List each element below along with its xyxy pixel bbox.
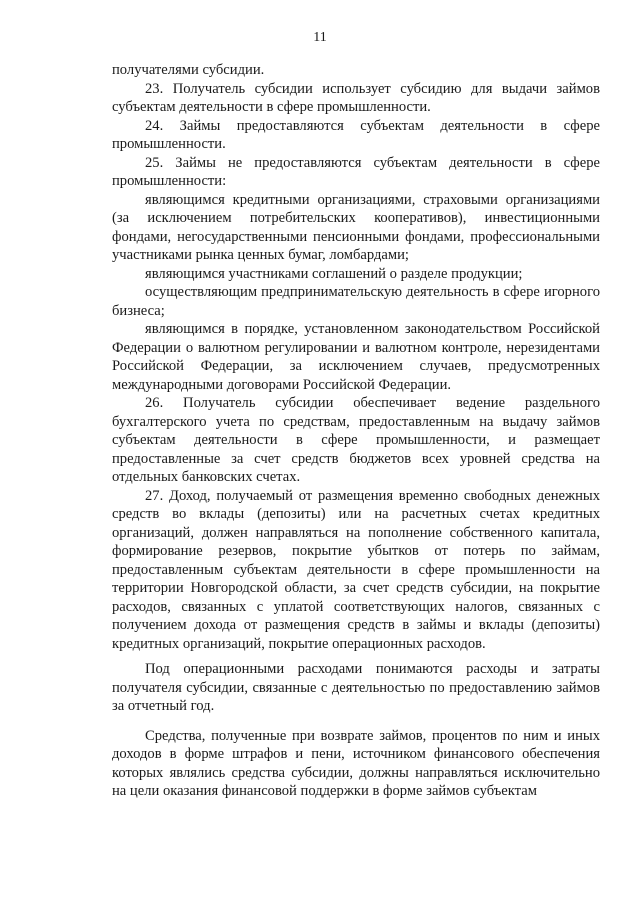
- paragraph-continuation: получателями субсидии.: [112, 62, 265, 78]
- document-body: [112, 61, 600, 801]
- paragraph-25-item-2: являющимся участниками соглашений о разделе продукции;: [145, 265, 523, 282]
- paragraph-23: 23. Получатель субсидии использует субсидию для выдачи займов субъектам деятельности в сфере промышленности.: [112, 80, 600, 115]
- paragraph-operational-expenses: Под операционными расходами понимаются расходы и затраты получателя субсидии, связанные с деятельностью по предоставлению займов за отчетный год.: [112, 661, 600, 714]
- paragraph-returned-funds: Средства, полученные при возврате займов, процентов по ним и иных доходов в форме штрафов и пени, источником финансового обеспечения которых являлись средства субсидии, должны направляться исключительно на цели оказания финансовой поддержки в форме займов субъектам: [112, 727, 600, 799]
- paragraph-25: 25. Займы не предоставляются субъектам деятельности в сфере промышленности:: [112, 154, 600, 189]
- paragraph-25-item-3: осуществляющим предпринимательскую деятельность в сфере игорного бизнеса;: [112, 284, 600, 319]
- paragraph-24: 24. Займы предоставляются субъектам деятельности в сфере промышленности.: [112, 117, 600, 152]
- page-number: 11: [313, 30, 327, 45]
- paragraph-27: 27. Доход, получаемый от размещения временно свободных денежных средств во вклады (депозиты) или на расчетных счетах кредитных организаций, должен направляться на пополнение собственного капитала, формирование резервов, покрытие убытков от потерь по займам, предоставленным субъектам деятельности в сфере промышленности на территории Новгородской области, за счет средств субсидии, на покрытие расходов, связанных с уплатой соответствующих налогов, связанных с получением дохода от размещения средств в займы и вклады (депозиты) кредитных организаций, покрытие операционных расходов.: [112, 487, 600, 652]
- paragraph-26: 26. Получатель субсидии обеспечивает ведение раздельного бухгалтерского учета по средствам, предоставленным на выдачу займов субъектам деятельности в сфере промышленности, и размещает предоставленные за счет средств бюджетов всех уровней средства на отдельных банковских счетах.: [112, 395, 600, 485]
- paragraph-25-item-1: являющимся кредитными организациями, страховыми организациями (за исключением потребительских кооперативов), инвестиционными фондами, негосударственными пенсионными фондами, профессиональными участниками рынка ценных бумаг, ломбардами;: [112, 191, 600, 263]
- paragraph-25-item-4: являющимся в порядке, установленном законодательством Российской Федерации о валютном регулировании и валютном контроле, нерезидентами Российской Федерации, за исключением случаев, предусмотренных международными договорами Российской Федерации.: [112, 321, 600, 393]
